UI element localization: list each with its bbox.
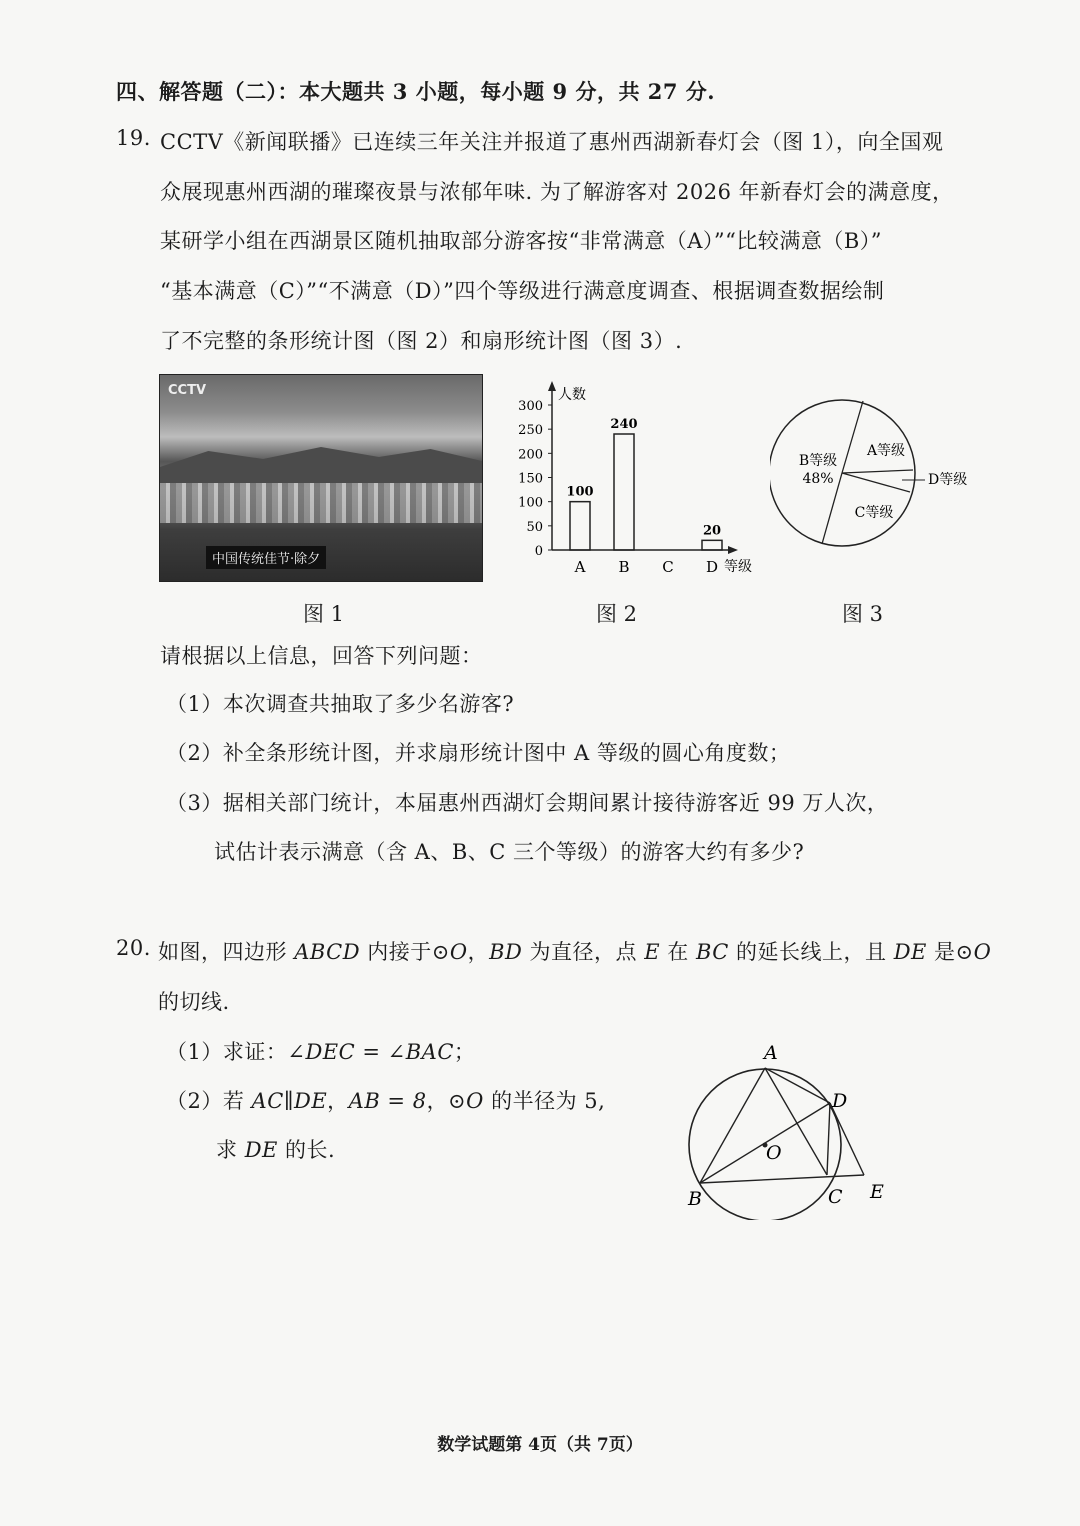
y-tick-label: 250	[518, 423, 543, 439]
segment-dc	[827, 1103, 830, 1175]
segment-ab	[700, 1068, 765, 1183]
q20-part-2: （2）若 AC∥DE，AB = 8，⊙O 的半径为 5,	[166, 1089, 606, 1113]
pie-divider-ab	[842, 401, 863, 473]
photo-lanterns	[160, 483, 482, 523]
q19-text-line: 了不完整的条形统计图（图 2）和扇形统计图（图 3）.	[160, 329, 683, 353]
segment-be	[700, 1175, 864, 1183]
tangent-de	[830, 1103, 864, 1175]
photo-mountains	[160, 443, 482, 483]
y-tick-label: 100	[518, 495, 543, 511]
pie-divider-ad	[842, 470, 913, 473]
section-heading: 四、解答题（二）：本大题共 3 小题，每小题 9 分，共 27 分.	[116, 79, 716, 104]
q19-part-3: （3）据相关部门统计，本届惠州西湖灯会期间累计接待游客近 99 万人次，	[166, 791, 889, 815]
y-axis-arrow	[548, 381, 556, 391]
y-tick-label: 200	[518, 447, 543, 463]
pie-label-c: C等级	[854, 505, 894, 521]
q19-text-line: “基本满意（C）”“不满意（D）”四个等级进行满意度调查、根据调查数据绘制	[160, 279, 885, 303]
x-axis-label: 等级	[724, 559, 752, 575]
q20-text-line-1: 如图，四边形 ABCD 内接于⊙O，BD 为直径，点 E 在 BC 的延长线上，且 DE 是⊙O	[158, 940, 992, 964]
label-a: A	[764, 1042, 778, 1064]
pie-divider-dc	[842, 473, 910, 492]
q19-text-line: CCTV《新闻联播》已连续三年关注并报道了惠州西湖新春灯会（图 1），向全国观	[160, 130, 944, 154]
bar-a	[570, 502, 590, 550]
data-label-b: 240	[610, 417, 638, 432]
x-axis-arrow	[728, 546, 738, 554]
pie-label-d: D等级	[928, 472, 968, 488]
q20-part-1: （1）求证：∠DEC = ∠BAC；	[166, 1040, 476, 1064]
q19-part-1: （1）本次调查共抽取了多少名游客?	[166, 692, 515, 716]
label-c: C	[828, 1186, 843, 1208]
q20-text-line-2: 的切线.	[158, 990, 230, 1014]
data-label-a: 100	[566, 484, 594, 500]
q19-text-line: 众展现惠州西湖的璀璨夜景与浓郁年味. 为了解游客对 2026 年新春灯会的满意度，	[160, 180, 954, 204]
x-tick-label: D	[705, 558, 719, 576]
label-e: E	[870, 1181, 884, 1203]
label-b: B	[688, 1188, 702, 1210]
q19-number: 19.	[116, 126, 151, 150]
q19-part-3-cont: 试估计表示满意（含 A、B、C 三个等级）的游客大约有多少?	[214, 840, 805, 864]
figure-3-pie-chart	[770, 395, 990, 560]
figure-2-bar-chart	[500, 380, 770, 585]
fig3-caption: 图 3	[842, 602, 884, 626]
q20-part-2-cont: 求 DE 的长.	[216, 1138, 336, 1162]
photo-caption-tag: 中国传统佳节·除夕	[206, 546, 326, 569]
q19-prompt: 请根据以上信息，回答下列问题：	[160, 644, 483, 668]
y-tick-label: 0	[534, 544, 543, 559]
x-tick-label: A	[574, 558, 586, 576]
figure-1-photo	[159, 374, 483, 582]
q20-circle-figure	[670, 1035, 900, 1220]
label-o: O	[766, 1142, 782, 1164]
y-tick-label: 50	[526, 519, 543, 535]
fig2-caption: 图 2	[596, 602, 638, 626]
q19-part-2: （2）补全条形统计图，并求扇形统计图中 A 等级的圆心角度数；	[166, 741, 791, 765]
bar-d	[702, 540, 722, 550]
bar-chart-group	[518, 381, 752, 576]
y-tick-label: 300	[518, 399, 543, 414]
label-d: D	[832, 1090, 848, 1112]
page-footer: 数学试题第 4页（共 7页）	[437, 1435, 643, 1455]
x-tick-label: B	[618, 558, 630, 576]
cctv-logo: CCTV	[168, 383, 207, 398]
y-tick-label: 150	[518, 471, 543, 487]
bar-b	[614, 434, 634, 550]
pie-label-b: B等级	[798, 453, 838, 469]
data-label-d: 20	[702, 523, 722, 539]
y-axis-label: 人数	[558, 387, 586, 403]
q20-number: 20.	[116, 936, 151, 960]
fig1-caption: 图 1	[303, 602, 345, 626]
pie-label-a: A等级	[866, 443, 906, 459]
pie-percent-b: 48%	[802, 471, 834, 487]
q19-text-line: 某研学小组在西湖景区随机抽取部分游客按“非常满意（A）”“比较满意（B）”	[160, 229, 883, 253]
x-tick-label: C	[662, 558, 674, 576]
